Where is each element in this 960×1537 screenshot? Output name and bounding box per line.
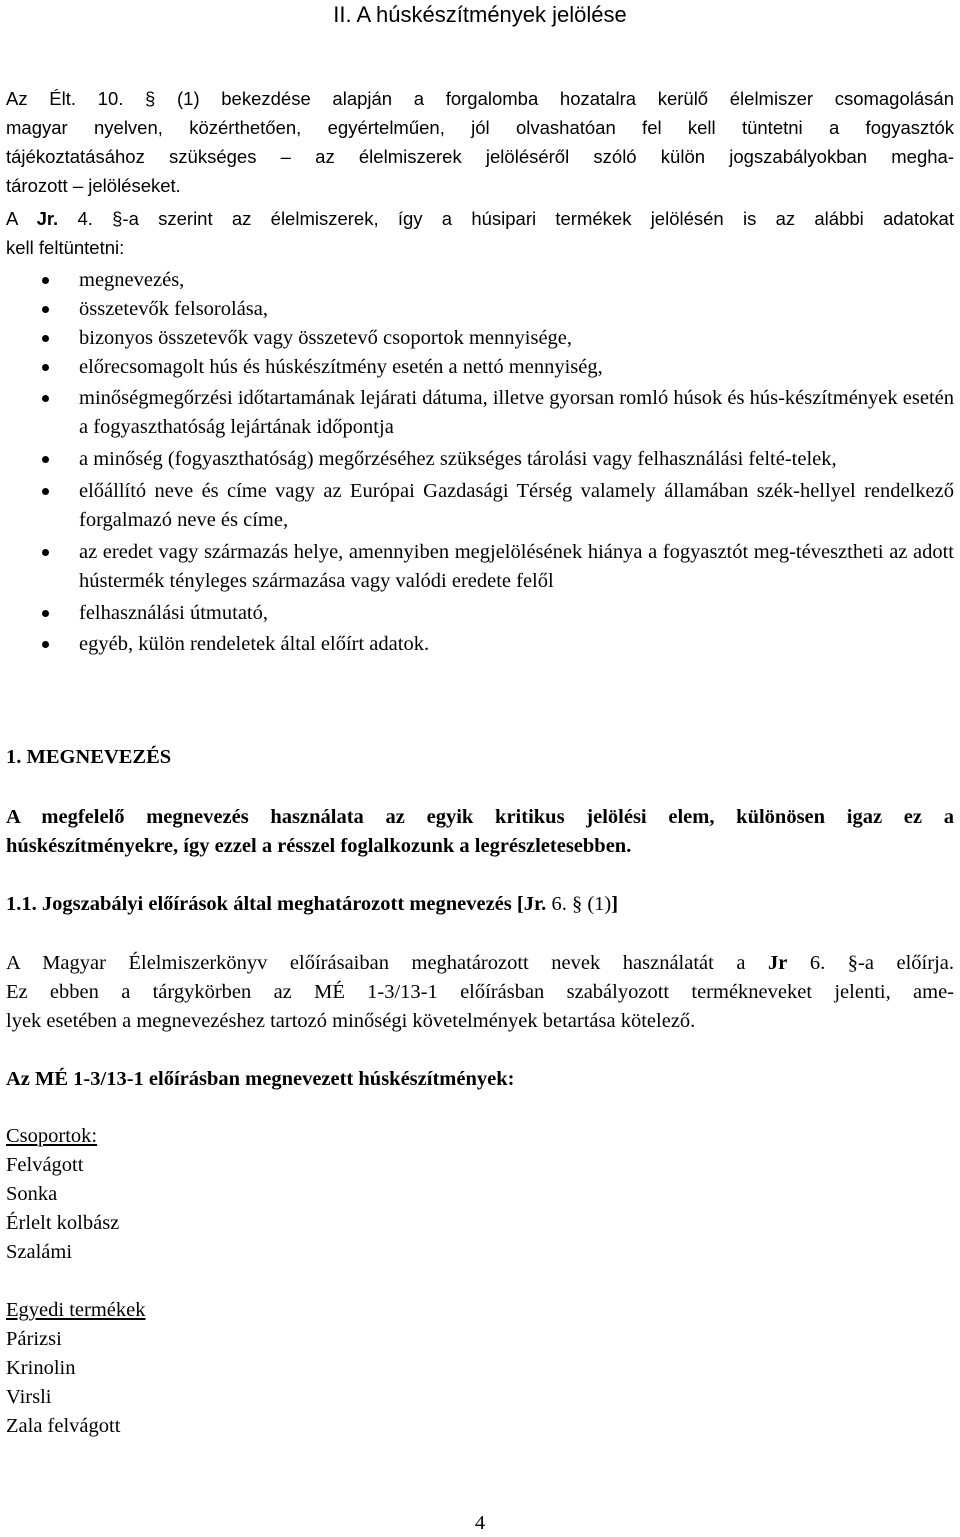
individual-products-list: [6, 1296, 954, 1441]
list-item-text: felhasználási útmutató,: [79, 602, 268, 624]
list-item: [6, 445, 954, 474]
list-item-text: összetevők felsorolása,: [79, 298, 268, 320]
subsection-line-a: A Magyar Élelmiszerkönyv előírásaiban meghatározott nevek használatát a: [6, 952, 768, 974]
list-item: [6, 266, 954, 295]
jr-prefix: A: [6, 208, 37, 229]
intro-paragraph: [6, 84, 954, 200]
groups-list: [6, 1122, 954, 1267]
list-item-text: a minőség (fogyaszthatóság) megőrzéséhez szükséges tárolási vagy felhasználási felté-telek,: [79, 448, 837, 470]
list-item: [6, 295, 954, 324]
list-item-text: bizonyos összetevők vagy összetevő csoportok mennyisége,: [79, 327, 573, 349]
list-item: [6, 538, 954, 596]
subsection-paragraph: [6, 949, 954, 1036]
bullet-icon: [42, 395, 49, 402]
subsection-line: [6, 949, 954, 978]
bullet-icon: [42, 488, 49, 495]
subsection-line: lyek esetében a megnevezéshez tartozó minőségi követelmények betartása kötelező.: [6, 1010, 696, 1032]
jr-line-rest: 4. §-a szerint az élelmiszerek, így a húsipari termékek jelölésén is az alábbi adatokat: [58, 208, 954, 229]
list-item-text: minőségmegőrzési időtartamának lejárati dátuma, illetve gyorsan romló húsok és hús-készítmények esetén a fogyaszthatóság lejártának időpontja: [79, 387, 954, 438]
lead-line: A megfelelő megnevezés használata az egyik kritikus jelölési elem, különösen igaz ez a: [6, 806, 954, 828]
intro-line: tájékoztatásához szükséges – az élelmiszerek jelöléséről szóló külön jogszabályokban megha-: [6, 146, 954, 167]
page-title: II. A húskészítmények jelölése: [333, 2, 627, 27]
subsection-heading-bold: 1.1. Jogszabályi előírások által meghatározott megnevezés [Jr.: [6, 893, 547, 915]
intro-line: tározott – jelöléseket.: [6, 175, 181, 196]
section-heading: 1. MEGNEVEZÉS: [6, 746, 172, 768]
subsection-line-b: 6. §-a előírja.: [787, 952, 954, 974]
bullet-icon: [42, 306, 49, 313]
list-item: [6, 477, 954, 535]
group-item: Érlelt kolbász: [6, 1212, 120, 1234]
group-item: Szalámi: [6, 1241, 73, 1263]
individual-label: Egyedi termékek: [6, 1299, 146, 1321]
products-heading: Az MÉ 1-3/13-1 előírásban megnevezett húskészítmények:: [6, 1068, 515, 1090]
jr-abbrev: Jr.: [36, 208, 59, 229]
bullet-icon: [42, 610, 49, 617]
list-item: [6, 353, 954, 382]
bullet-icon: [42, 277, 49, 284]
groups-label: Csoportok:: [6, 1125, 98, 1147]
page-number: 4: [474, 1512, 486, 1534]
individual-item: Virsli: [6, 1386, 52, 1408]
jr-line: [6, 204, 954, 233]
bullet-icon: [42, 641, 49, 648]
list-item: [6, 630, 954, 659]
list-item-text: megnevezés,: [79, 269, 185, 291]
subsection-heading: [6, 890, 954, 919]
intro-line: magyar nyelven, közérthetően, egyértelműen, jól olvashatóan fel kell tüntetni a fogyasztók: [6, 117, 954, 138]
list-item-text: az eredet vagy származás helye, amennyiben megjelölésének hiánya a fogyasztót meg-téveszthetі az adott hústermék tényleges származása vagy valódi eredete felől: [79, 541, 954, 592]
required-items-list: [6, 266, 954, 659]
group-item: Felvágott: [6, 1154, 84, 1176]
list-item-text: előállító neve és címe vagy az Európai Gazdasági Térség valamely államában szék-hellyel rendelkező forgalmazó neve és címe,: [79, 480, 954, 531]
jr-paragraph: [6, 204, 954, 262]
subsection-heading-ref: 6. § (1): [546, 893, 612, 915]
bullet-icon: [42, 549, 49, 556]
list-item-text: előrecsomagolt hús és húskészítmény esetén a nettó mennyiség,: [79, 356, 603, 378]
list-item: [6, 324, 954, 353]
subsection-heading-close: ]: [611, 893, 619, 915]
list-item-text: egyéb, külön rendeletek által előírt adatok.: [79, 633, 430, 655]
list-item: [6, 599, 954, 628]
subsection-line: Ez ebben a tárgykörben az MÉ 1-3/13-1 előírásban szabályozott termékneveket jelenti, ame-: [6, 981, 954, 1003]
subsection-jr: Jr: [768, 952, 788, 974]
intro-line: Az Élt. 10. § (1) bekezdése alapján a forgalomba hozatalra kerülő élelmiszer csomagolásán: [6, 88, 954, 109]
subsection-heading-line: [6, 890, 954, 919]
bullet-icon: [42, 335, 49, 342]
individual-item: Zala felvágott: [6, 1415, 121, 1437]
individual-item: Párizsi: [6, 1328, 62, 1350]
lead-line: húskészítményekre, így ezzel a résszel foglalkozunk a legrészletesebben.: [6, 835, 632, 857]
bullet-icon: [42, 364, 49, 371]
individual-item: Krinolin: [6, 1357, 76, 1379]
list-item: [6, 384, 954, 442]
group-item: Sonka: [6, 1183, 58, 1205]
bullet-icon: [42, 456, 49, 463]
jr-line: kell feltüntetni:: [6, 237, 125, 258]
section-lead-paragraph: [6, 803, 954, 861]
